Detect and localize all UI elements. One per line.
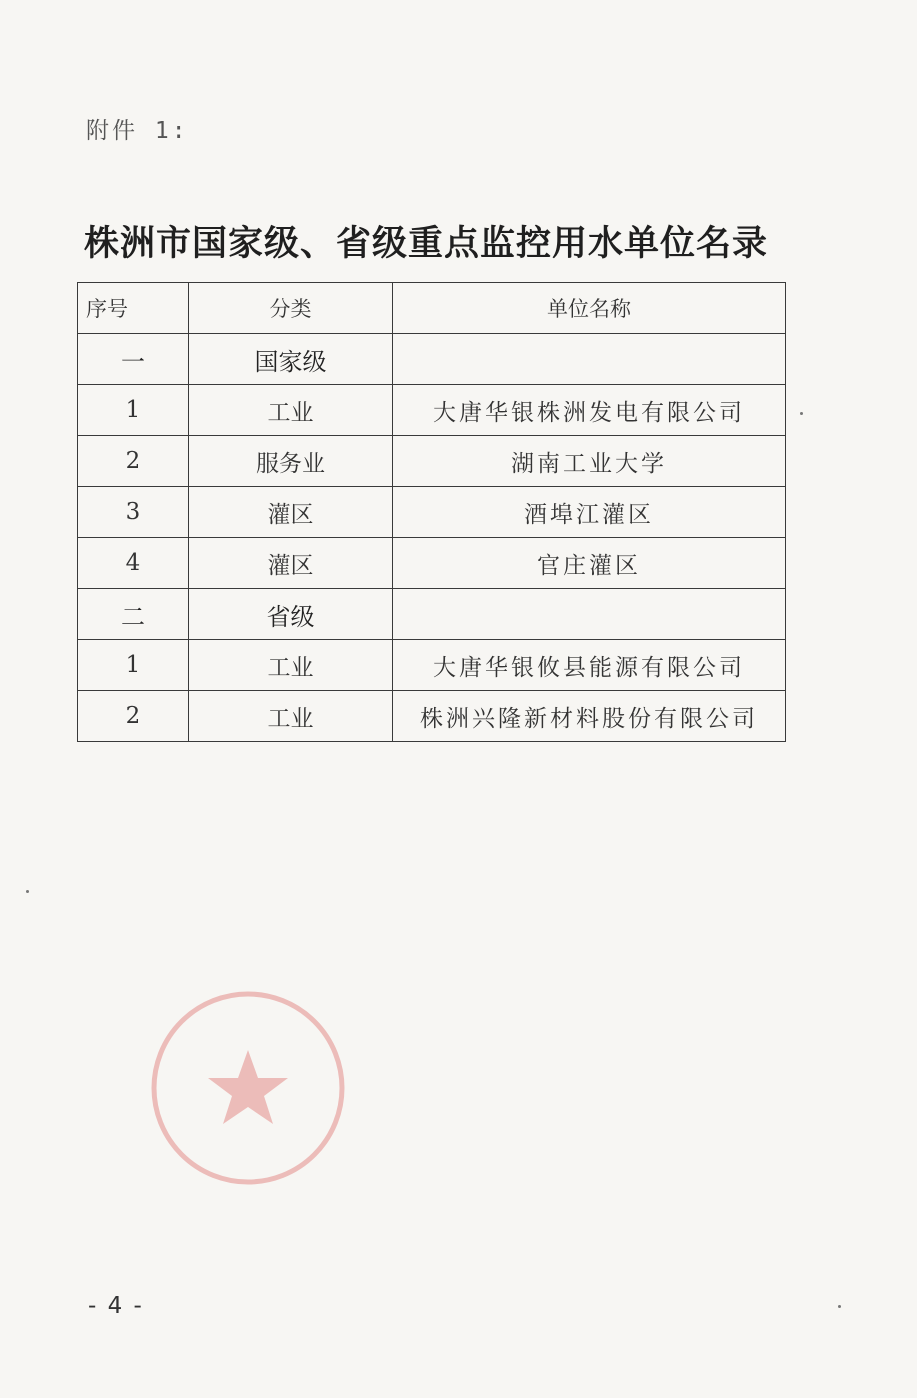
cell-index: 2 [78,436,189,487]
cell-unit-name: 酒埠江灌区 [393,487,786,538]
table-row [78,385,786,436]
header-category: 分类 [189,283,393,334]
cell-index: 1 [78,385,189,436]
table-row [78,538,786,589]
cell-category: 灌区 [189,538,393,589]
table-row [78,487,786,538]
official-seal-stamp [148,988,348,1188]
table-header-row [78,283,786,334]
cell-unit-name [393,589,786,640]
table-row [78,640,786,691]
cell-index: 3 [78,487,189,538]
table-row-section [78,334,786,385]
attachment-label: 附件 1: [86,118,189,144]
cell-category: 灌区 [189,487,393,538]
table-row-section [78,589,786,640]
page-number: - 4 - [88,1293,144,1319]
water-units-table [77,282,786,742]
header-index: 序号 [78,283,189,334]
cell-unit-name: 湖南工业大学 [393,436,786,487]
cell-index: 二 [78,589,189,640]
cell-unit-name: 大唐华银株洲发电有限公司 [393,385,786,436]
header-unit-name: 单位名称 [393,283,786,334]
table-row [78,691,786,742]
table-row [78,436,786,487]
scan-speck [26,890,29,893]
cell-category: 工业 [189,691,393,742]
cell-unit-name: 株洲兴隆新材料股份有限公司 [393,691,786,742]
scan-speck [800,412,803,415]
cell-unit-name: 大唐华银攸县能源有限公司 [393,640,786,691]
document-title: 株洲市国家级、省级重点监控用水单位名录 [84,223,769,264]
cell-category: 工业 [189,385,393,436]
cell-category: 工业 [189,640,393,691]
scan-speck [838,1305,841,1308]
cell-index: 4 [78,538,189,589]
cell-index: 2 [78,691,189,742]
cell-unit-name: 官庄灌区 [393,538,786,589]
seal-star-icon [208,1050,288,1124]
cell-category: 国家级 [189,334,393,385]
cell-unit-name [393,334,786,385]
cell-index: 1 [78,640,189,691]
cell-category: 省级 [189,589,393,640]
cell-index: 一 [78,334,189,385]
cell-category: 服务业 [189,436,393,487]
